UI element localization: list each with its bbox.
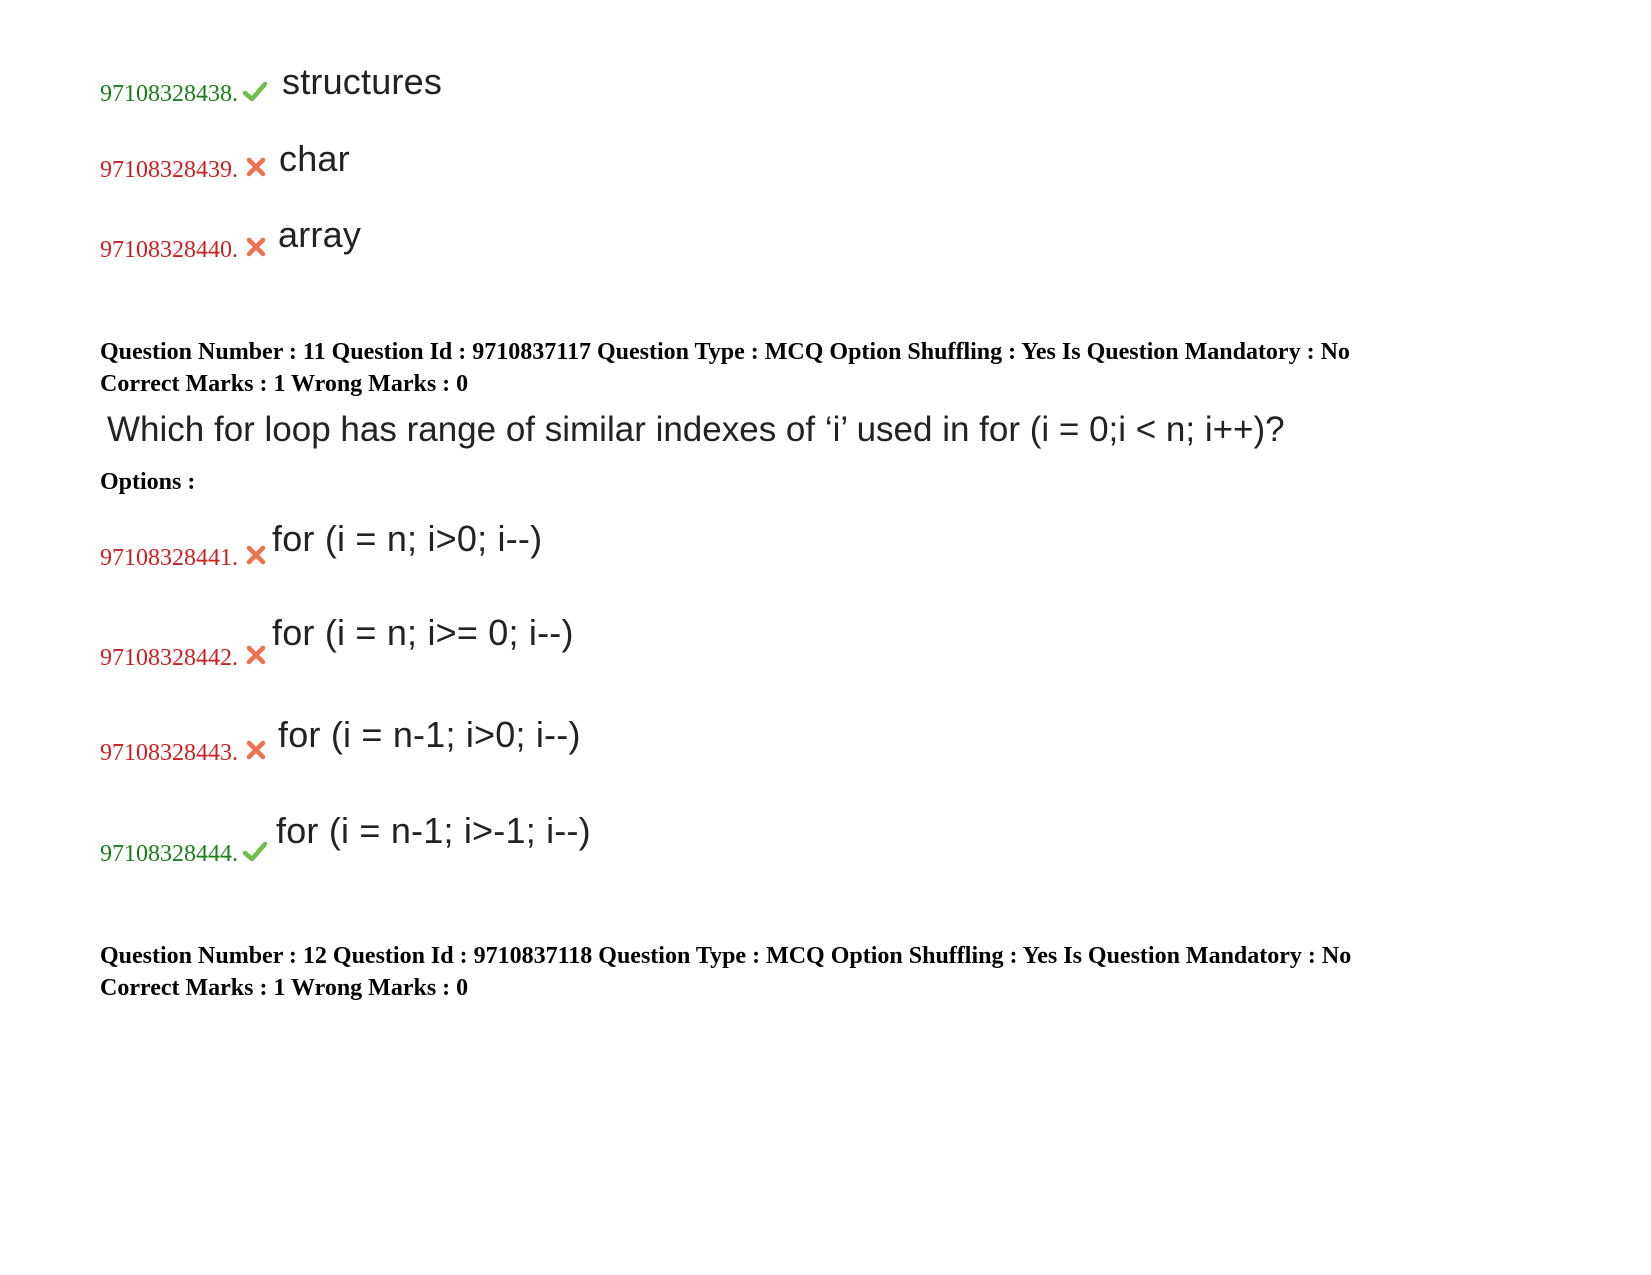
cross-icon bbox=[243, 542, 269, 568]
marks-info: Correct Marks : 1 Wrong Marks : 0 bbox=[100, 975, 469, 1001]
check-icon bbox=[242, 839, 268, 865]
question-text: Which for loop has range of similar indexes of ‘i’ used in for (i = 0;i < n; i++)? bbox=[107, 410, 1285, 449]
option-id: 97108328444. bbox=[100, 841, 238, 867]
option-text: for (i = n; i>0; i--) bbox=[272, 518, 543, 559]
cross-icon bbox=[243, 234, 269, 260]
cross-icon bbox=[243, 154, 269, 180]
cross-icon bbox=[243, 737, 269, 763]
question-meta: Question Number : 12 Question Id : 9710837118 Question Type : MCQ Option Shuffling : Yes Is Question Mandatory : No bbox=[100, 943, 1352, 969]
option-text: char bbox=[279, 138, 350, 179]
option-id: 97108328441. bbox=[100, 545, 238, 571]
option-text: array bbox=[278, 214, 362, 255]
option-id: 97108328442. bbox=[100, 645, 238, 671]
option-id: 97108328439. bbox=[100, 157, 238, 183]
option-id: 97108328438. bbox=[100, 81, 238, 107]
options-label: Options : bbox=[100, 469, 196, 495]
option-id: 97108328440. bbox=[100, 237, 238, 263]
check-icon bbox=[242, 79, 268, 105]
option-id: 97108328443. bbox=[100, 740, 238, 766]
option-text: structures bbox=[282, 61, 443, 102]
cross-icon bbox=[243, 642, 269, 668]
marks-info: Correct Marks : 1 Wrong Marks : 0 bbox=[100, 371, 469, 397]
option-text: for (i = n; i>= 0; i--) bbox=[272, 612, 574, 653]
option-text: for (i = n-1; i>-1; i--) bbox=[276, 810, 591, 851]
question-meta: Question Number : 11 Question Id : 9710837117 Question Type : MCQ Option Shuffling : Yes Is Question Mandatory : No bbox=[100, 339, 1350, 365]
option-text: for (i = n-1; i>0; i--) bbox=[278, 714, 581, 755]
